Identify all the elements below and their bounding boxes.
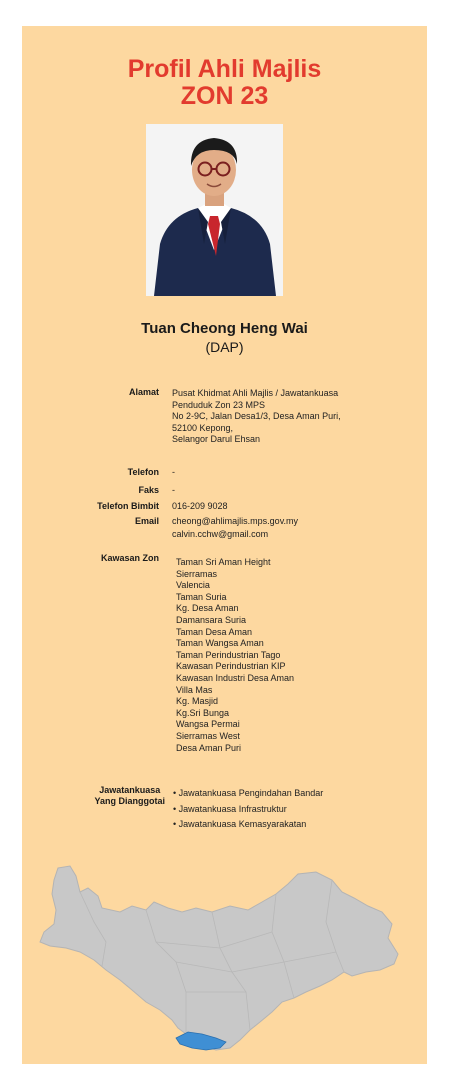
email-value [172, 516, 298, 540]
zone-item: Sierramas [176, 568, 218, 579]
title-line-2: ZON 23 [180, 82, 269, 110]
zone-item: Taman Perindustrian Tago [176, 649, 281, 660]
committee-item: • Jawatankuasa Kemasyarakatan [173, 819, 307, 829]
zone-item: Taman Desa Aman [176, 626, 253, 637]
alamat-line: Penduduk Zon 23 MPS [172, 399, 266, 410]
zone-item: Kg.Sri Bunga [176, 707, 230, 718]
telefon-label: Telefon [127, 467, 159, 477]
alamat-value [172, 388, 341, 446]
zone-item: Desa Aman Puri [176, 742, 242, 753]
zone-item: Sierramas West [176, 730, 240, 741]
zone-item: Villa Mas [176, 684, 213, 695]
zone-item: Kawasan Industri Desa Aman [176, 672, 295, 683]
telefon-bimbit-value[interactable]: 016-209 9028 [172, 501, 228, 511]
title-line-1: Profil Ahli Majlis [127, 55, 322, 83]
jawatankuasa-label-line-2: Yang Dianggotai [94, 796, 165, 806]
zone-item: Kg. Masjid [176, 696, 219, 707]
zone-item: Damansara Suria [176, 614, 247, 625]
zone-item: Taman Wangsa Aman [176, 638, 264, 649]
faks-value: - [172, 485, 175, 495]
jawatankuasa-label [94, 785, 165, 807]
zone-item: Kawasan Perindustrian KIP [176, 661, 286, 672]
councillor-name: Tuan Cheong Heng Wai [141, 320, 308, 337]
alamat-line: Pusat Khidmat Ahli Majlis / Jawatankuasa [172, 388, 339, 398]
telefon-bimbit-label: Telefon Bimbit [97, 501, 159, 511]
faks-label: Faks [138, 485, 159, 495]
portrait-illustration [146, 124, 283, 296]
kawasan-zon-label: Kawasan Zon [100, 553, 159, 563]
councillor-photo [146, 124, 283, 296]
zone-item: Taman Suria [176, 591, 227, 602]
telefon-value: - [172, 467, 175, 477]
email-link[interactable]: cheong@ahlimajlis.mps.gov.my [172, 516, 299, 526]
zone-map [36, 862, 406, 1052]
profile-card [22, 26, 427, 1064]
zone-item: Taman Sri Aman Height [176, 557, 271, 567]
alamat-line: No 2-9C, Jalan Desa1/3, Desa Aman Puri, [172, 411, 341, 421]
alamat-label: Alamat [128, 387, 159, 397]
zone-item: Kg. Desa Aman [176, 603, 239, 614]
zone-item: Valencia [176, 580, 210, 591]
alamat-line: Selangor Darul Ehsan [172, 434, 261, 444]
committee-item: • Jawatankuasa Infrastruktur [173, 803, 287, 814]
zone-item: Wangsa Permai [176, 719, 240, 730]
page-title [22, 56, 427, 110]
map-region-area [40, 866, 398, 1050]
email-label: Email [134, 516, 159, 526]
committee-item: • Jawatankuasa Pengindahan Bandar [173, 788, 324, 798]
committee-list [173, 786, 323, 833]
email-link[interactable]: calvin.cchw@gmail.com [172, 528, 269, 539]
jawatankuasa-label-line-1: Jawatankuasa [99, 785, 161, 795]
zone-list [176, 557, 294, 754]
alamat-line: 52100 Kepong, [172, 422, 234, 433]
councillor-party: (DAP) [205, 339, 244, 355]
